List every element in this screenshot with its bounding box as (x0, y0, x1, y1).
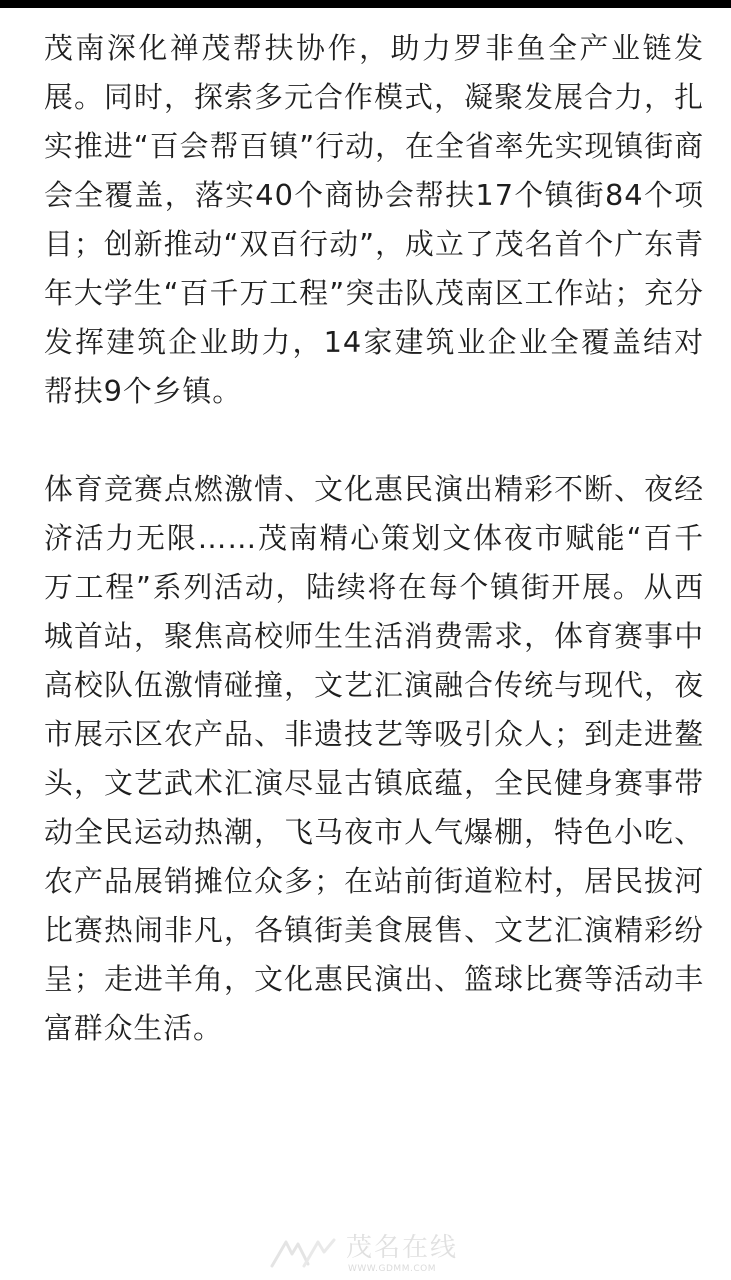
watermark-url: WWW.GDMM.COM (348, 1264, 436, 1274)
site-watermark (268, 1232, 478, 1278)
status-bar-strip (0, 0, 731, 8)
watermark-brand: 茂名在线 (346, 1233, 459, 1263)
article-paragraph-1: 茂南深化禅茂帮扶协作，助力罗非鱼全产业链发展。同时，探索多元合作模式，凝聚发展合力，扎实推进“百会帮百镇”行动，在全省率先实现镇街商会全覆盖，落实40个商协会帮扶17个镇街84个项目；创新推动“双百行动”，成立了茂名首个广东青年大学生“百千万工程”突击队茂南区工作站；充分发挥建筑企业助力，14家建筑业企业全覆盖结对帮扶9个乡镇。 (44, 31, 704, 408)
watermark-logo-icon (268, 1236, 338, 1270)
article-paragraph-2: 体育竞赛点燃激情、文化惠民演出精彩不断、夜经济活力无限……茂南精心策划文体夜市赋能“百千万工程”系列活动，陆续将在每个镇街开展。从西城首站，聚焦高校师生生活消费需求，体育赛事中高校队伍激情碰撞，文艺汇演融合传统与现代，夜市展示区农产品、非遗技艺等吸引众人；到走进鳌头，文艺武术汇演尽显古镇底蕴，全民健身赛事带动全民运动热潮，飞马夜市人气爆棚，特色小吃、农产品展销摊位众多；在站前街道粒村，居民拔河比赛热闹非凡，各镇街美食展售、文艺汇演精彩纷呈；走进羊角，文化惠民演出、篮球比赛等活动丰富群众生活。 (44, 472, 704, 1045)
article-body (44, 24, 704, 1053)
